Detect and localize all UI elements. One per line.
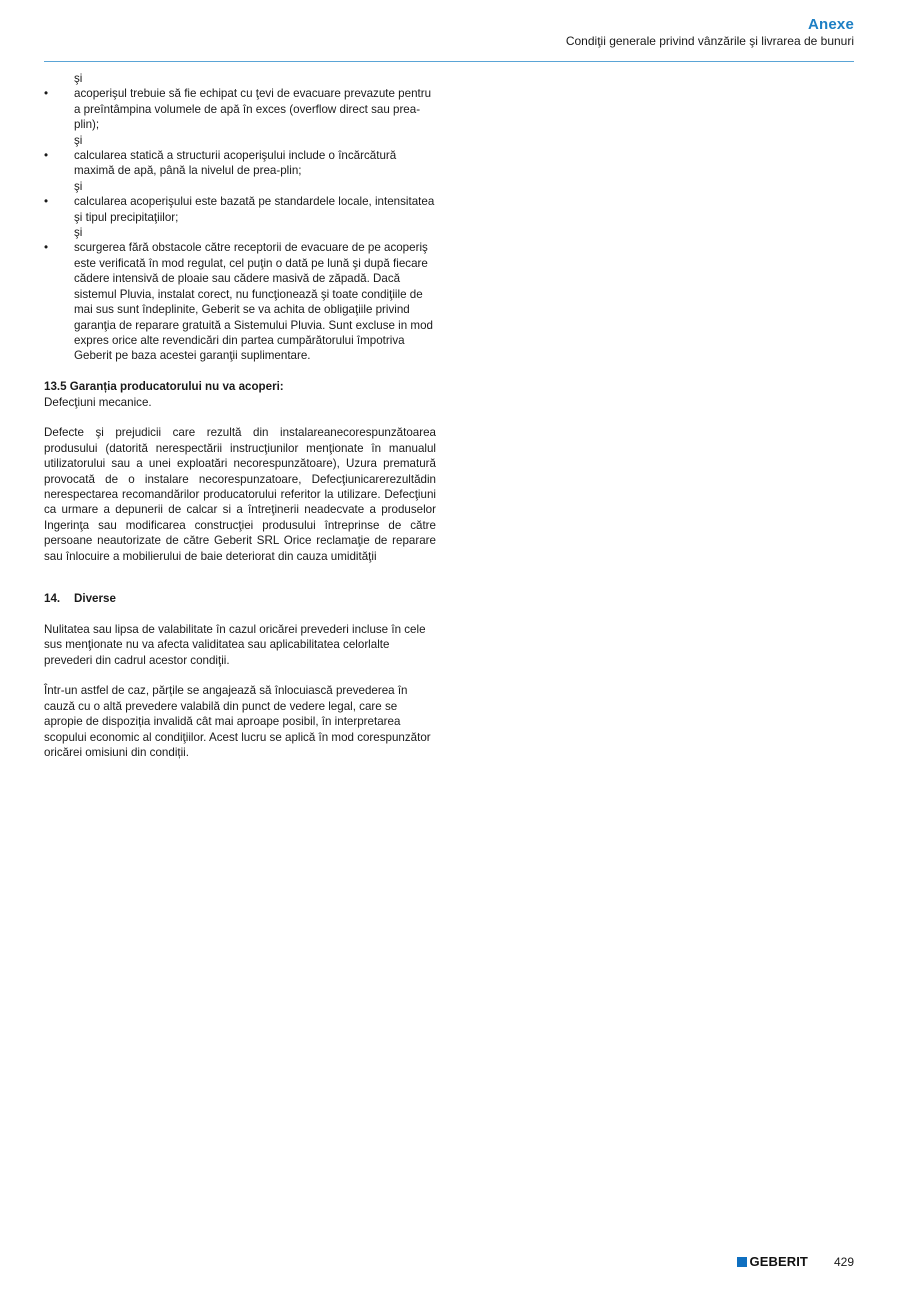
conjunction-text: şi — [74, 179, 83, 193]
spacer — [44, 364, 436, 379]
section-number: 14. — [44, 591, 61, 605]
page-header — [566, 16, 854, 48]
bullet-item: • scurgerea fără obstacole către receptorii de evacuare de pe acoperiş este verificată în mod regulat, cel puţin o dată pe lună şi după fiecare cădere intensivă de ploaie sau cădere masivă de zăpadă. Dacă sistemul Pluvia, instalat corect, nu funcţionează şi toate condiţiile de mai sus sunt îndeplinite, Geberit se va achita de obligaţiile privind garanţia de reparare gratuită a Sistemului Pluvia. Sunt excluse in mod expres orice alte revendicări din partea cumpărătorului împotriva Geberit pe baza acestei garanţii suplimentare. — [44, 240, 436, 363]
page-footer — [737, 1254, 854, 1269]
section-title: Diverse — [74, 591, 116, 605]
conjunction-text: şi — [74, 72, 83, 85]
page-number: 429 — [833, 1254, 854, 1269]
section-13-5-heading: 13.5 Garanția producatorului nu va acoperi: — [44, 380, 284, 394]
logo-text: GEBERIT — [749, 1254, 808, 1269]
spacer — [44, 668, 436, 683]
section-14-paragraph-1: Nulitatea sau lipsa de valabilitate în cazul oricărei prevederi incluse în cele sus menţionate nu va afecta validitatea sau aplicabilitatea celorlalte prevederi din cadrul acestor condiţii. — [44, 622, 426, 667]
bullet-item: • calcularea acoperişului este bazată pe standardele locale, intensitatea şi tipul precipitaţiilor; — [44, 194, 436, 225]
header-divider — [44, 61, 854, 62]
section-13-5-paragraph: Defecte şi prejudicii care rezultă din instalareanecorespunzătoarea produsului (datorită nerespectării instrucţiunilor menţionate în manualul utilizatorului sau a unei exploatări necorespunzătoare), Uzura prematură provocată de o instalare necorespunzatoare, Defecţiunicarerezultădin nerespectarea recomandărilor producatorului referitor la utilizare. Defecţiuni ca urmare a depunerii de calcar si a întreţinerii neadecvate a produselor Ingerinţa sau modificarea construcţiei produsului întreprinse de către persoane neautorizate de către Geberit SRL Orice reclamaţie de reparare sau înlocuire a mobilierului de baie deteriorat din cauza umidităţii — [44, 426, 436, 563]
logo-square-icon — [737, 1257, 747, 1267]
spacer — [44, 410, 436, 425]
section-14-heading — [44, 591, 436, 606]
section-title: Anexe — [807, 16, 854, 33]
section-13-5-line: Defecţiuni mecanice. — [44, 395, 152, 409]
bullet-item: • calcularea statică a structurii acoperişului include o încărcătură maximă de apă, până la nivelul de prea-plin; — [44, 148, 436, 179]
section-14-paragraph-2: Într-un astfel de caz, părțile se angajează să înlocuiască prevederea în cauză cu o altă prevedere valabilă din punct de vedere legal, care se apropie de dispoziția invalidă cât mai aproape posibil, în interpretarea scopului economic al condiţiilor. Acest lucru se aplică în mod corespunzător oricărei omisiuni din condiții. — [44, 684, 431, 759]
spacer — [44, 606, 436, 621]
document-body — [44, 71, 436, 760]
bullet-item: • acoperişul trebuie să fie echipat cu ţevi de evacuare prevazute pentru a preîntâmpina volumele de apă în exces (overflow direct sau prea-plin); — [44, 86, 436, 132]
conjunction-text: şi — [74, 133, 83, 147]
section-subtitle: Condiţii generale privind vânzările şi livrarea de bunuri — [565, 34, 854, 48]
spacer — [44, 564, 436, 591]
conjunction-text: şi — [74, 226, 83, 240]
geberit-logo — [737, 1254, 807, 1269]
